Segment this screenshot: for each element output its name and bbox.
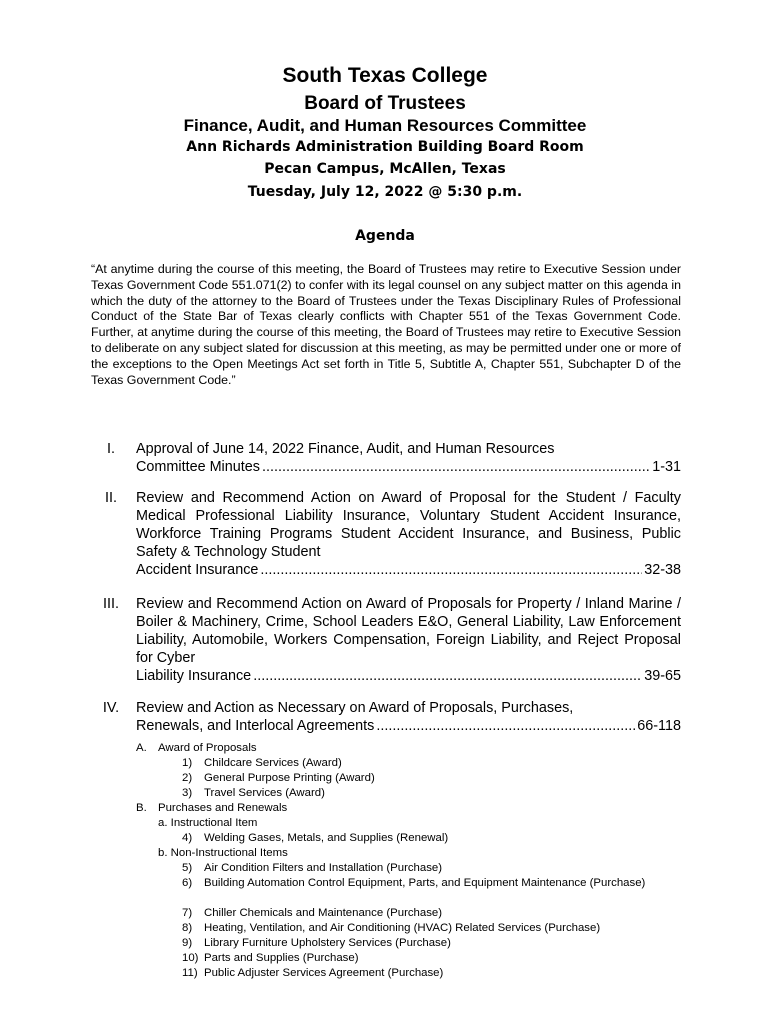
list-text: Heating, Ventilation, and Air Conditioning (HVAC) Related Services (Purchase) bbox=[204, 922, 601, 934]
list-text: General Purpose Printing (Award) bbox=[204, 772, 375, 784]
item-text: Review and Recommend Action on Award of Proposals for Property / Inland Marine / Boiler & Machinery, Crime, School Leaders E&O, General Liability, Law Enforcement Liability, Automobile, Workers Compensation, Foreign Liability, and Reject Proposal for Cyber bbox=[136, 596, 681, 666]
list-text: Public Adjuster Services Agreement (Purchase) bbox=[204, 967, 444, 979]
item-number: II. bbox=[105, 490, 117, 506]
list-number: 6) bbox=[182, 877, 193, 889]
list-text: Childcare Services (Award) bbox=[204, 757, 342, 769]
list-item bbox=[136, 771, 696, 786]
item-number: I. bbox=[107, 441, 115, 457]
list-number: 11) bbox=[182, 967, 198, 979]
agenda-heading: Agenda bbox=[355, 228, 415, 244]
list-item bbox=[136, 921, 696, 936]
item-4-subitems bbox=[136, 741, 696, 981]
list-item bbox=[136, 951, 696, 966]
item-pages: 39-65 bbox=[644, 668, 681, 684]
item-pages: 32-38 bbox=[644, 562, 681, 578]
item-text-last: Accident Insurance bbox=[136, 562, 259, 578]
list-number: 1) bbox=[182, 757, 193, 769]
subsection-title: Purchases and Renewals bbox=[158, 802, 288, 814]
item-text-last: Renewals, and Interlocal Agreements bbox=[136, 718, 375, 734]
list-item bbox=[136, 861, 696, 876]
committee-heading: Finance, Audit, and Human Resources Committee bbox=[183, 116, 587, 135]
subsection-b bbox=[136, 801, 696, 816]
subsection-label: A. bbox=[136, 742, 147, 754]
list-text: Building Automation Control Equipment, Parts, and Equipment Maintenance (Purchase) bbox=[204, 877, 646, 889]
list-text: Welding Gases, Metals, and Supplies (Renewal) bbox=[204, 832, 449, 844]
item-number: III. bbox=[103, 596, 119, 612]
list-text: Library Furniture Upholstery Services (Purchase) bbox=[204, 937, 451, 949]
executive-session-notice: “At anytime during the course of this meeting, the Board of Trustees may retire to Executive Session under Texas Government Code 551.071(2) to confer with its legal counsel on any subject matter on this agenda in which the duty of the attorney to the Board of Trustees under the Texas Disciplinary Rules of Professional Conduct of the State Bar of Texas clearly conflicts with Chapter 551 of the Texas Government Code. Further, at anytime during the course of this meeting, the Board of Trustees may retire to Executive Session to deliberate on any subject slated for discussion at this meeting, as may be permitted under one or more of the exceptions to the Open Meetings Act set forth in Title 5, Subtitle A, Chapter 551, Subchapter D of the Texas Government Code.” bbox=[91, 262, 681, 387]
list-number: 4) bbox=[182, 832, 193, 844]
list-number: 7) bbox=[182, 907, 193, 919]
list-text: Chiller Chemicals and Maintenance (Purchase) bbox=[204, 907, 443, 919]
list-text: Air Condition Filters and Installation (Purchase) bbox=[204, 862, 443, 874]
datetime-heading: Tuesday, July 12, 2022 @ 5:30 p.m. bbox=[247, 184, 523, 200]
list-item bbox=[136, 936, 696, 951]
item-text-last: Liability Insurance bbox=[136, 668, 252, 684]
list-item bbox=[136, 966, 696, 981]
item-text: Review and Recommend Action on Award of Proposal for the Student / Faculty Medical Professional Liability Insurance, Voluntary Student Accident Insurance, Workforce Training Programs Student Accident Insurance, and Business, Public Safety & Technology Student bbox=[136, 490, 681, 560]
list-item bbox=[136, 831, 696, 846]
item-number: IV. bbox=[102, 700, 120, 716]
list-number: 3) bbox=[182, 787, 193, 799]
list-item bbox=[136, 756, 696, 771]
item-pages: 1-31 bbox=[652, 459, 681, 475]
item-pages: 66-118 bbox=[637, 718, 681, 734]
list-item bbox=[136, 906, 696, 921]
list-number: 2) bbox=[182, 772, 193, 784]
page-title: South Texas College bbox=[282, 64, 488, 87]
item-text: Approval of June 14, 2022 Finance, Audit, and Human Resources bbox=[136, 441, 555, 457]
leader-dots bbox=[376, 717, 635, 735]
board-heading: Board of Trustees bbox=[304, 93, 466, 114]
leader-dots bbox=[262, 458, 650, 476]
subsection-b-a: a. Instructional Item bbox=[158, 817, 258, 829]
list-item bbox=[136, 786, 696, 801]
item-text-last: Committee Minutes bbox=[136, 459, 260, 475]
subsection-label: B. bbox=[136, 802, 147, 814]
list-number: 5) bbox=[182, 862, 193, 874]
subsection-a bbox=[136, 741, 696, 756]
subsection-b-b: b. Non-Instructional Items bbox=[158, 847, 288, 859]
location-heading: Ann Richards Administration Building Board Room bbox=[186, 139, 584, 155]
list-number: 9) bbox=[182, 937, 193, 949]
list-item bbox=[136, 876, 696, 906]
list-number: 8) bbox=[182, 922, 193, 934]
campus-heading: Pecan Campus, McAllen, Texas bbox=[264, 161, 506, 177]
list-text: Parts and Supplies (Purchase) bbox=[204, 952, 359, 964]
leader-dots bbox=[253, 667, 642, 685]
leader-dots bbox=[260, 561, 642, 579]
item-text: Review and Action as Necessary on Award of Proposals, Purchases, bbox=[136, 700, 574, 716]
list-text: Travel Services (Award) bbox=[204, 787, 325, 799]
subsection-title: Award of Proposals bbox=[158, 742, 257, 754]
list-number: 10) bbox=[182, 952, 199, 964]
